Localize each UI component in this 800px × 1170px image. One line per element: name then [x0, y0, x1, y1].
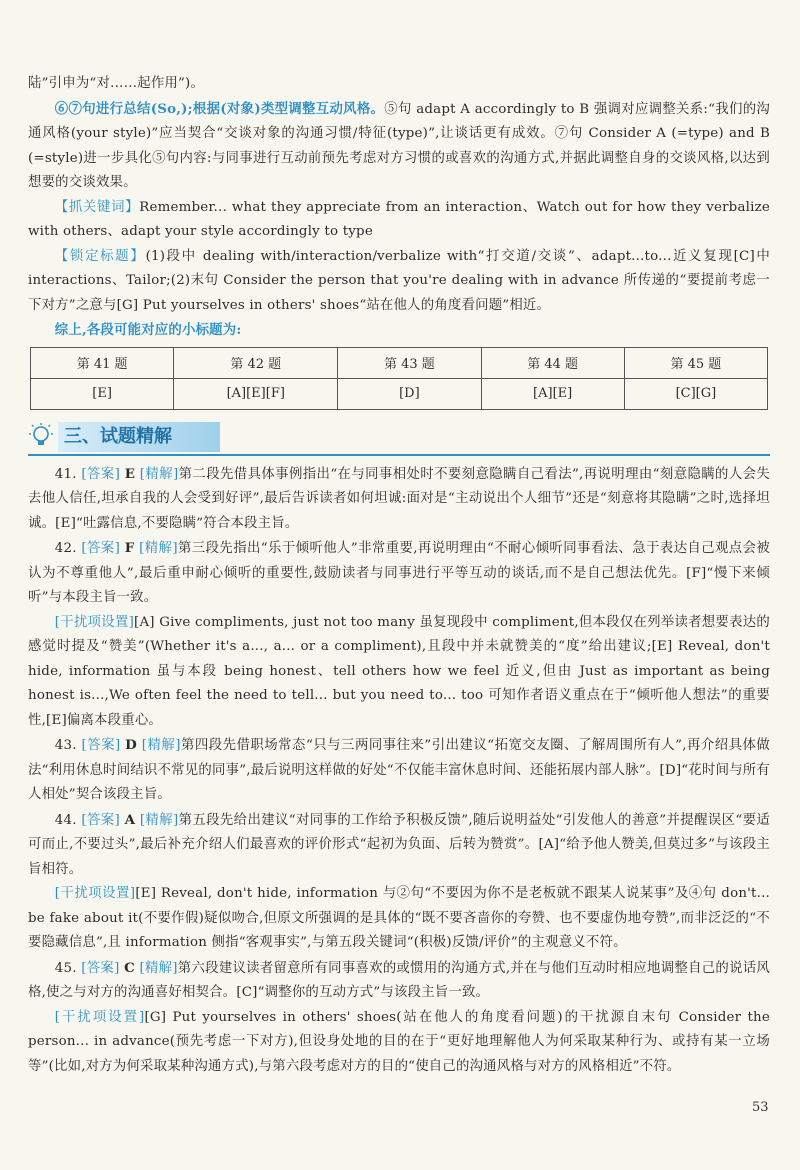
summary-header-cell: 第 43 题: [338, 347, 481, 378]
distractor-text: [E] Reveal, don't hide, information 与②句“不要因为你不是老板就不跟某人说某事”及④句 don't... be fake about it(不要作假)疑似吻合,但原文所强调的是具体的“既不要吝啬你的夸赞、也不要虚伪地夸赞”,而非泛泛的“不要隐藏信息”,且 information 侧指“客观事实”,与第五段关键词“(积极)反馈/评价”的主观意义不符。: [28, 886, 770, 950]
explain-label: [精解]: [141, 738, 181, 753]
summary-answer-cell: [E]: [31, 378, 174, 409]
answer-42: [28, 536, 770, 611]
distractor-text: [A] Give compliments, just not too many 虽复现段中 compliment,但本段仅在列举读者想要表达的感觉时提及“赞美”(Whether it's a..., a... or a compliment),且段中并未就赞美的“度”给出建议;[E] Reveal, don't hide, information 虽与本段 being honest、tell others how we feel 近义,但由 Just as important as being honest is...,We often feel the need to tell... but you need to... too 可知作者语义重点在于“倾听他人想法”的重要性,[E]偏离本段重心。: [28, 614, 770, 728]
summary-table-title: 综上,各段可能对应的小标题为:: [54, 322, 242, 338]
summary-answer-cell: [C][G]: [624, 378, 767, 409]
answer-letter: C: [124, 959, 135, 976]
intro-line-0: 陆”引申为“对……起作用”)。: [28, 76, 205, 91]
section-header: [28, 420, 770, 456]
answer-label: [答案]: [81, 541, 121, 556]
section-title: 三、试题精解: [58, 422, 220, 452]
summary-header-cell: 第 44 题: [481, 347, 624, 378]
explain-label: [精解]: [139, 812, 179, 828]
page-content: [28, 72, 770, 1079]
explain-text: 第三段先指出“乐于倾听他人”非常重要,再说明理由“不耐心倾听同事看法、急于表达自己观点会被认为不尊重他人”,最后重申耐心倾听的重要性,鼓励读者与同事进行平等互动的谈话,而不是自己想法优先。[F]“慢下来倾听”与本段主旨一致。: [28, 541, 771, 605]
summary-table-header-row: [31, 347, 768, 378]
question-number: 42.: [54, 541, 77, 556]
distractor-45: [28, 1006, 770, 1080]
explain-text: 第四段先借职场常态“只与三两同事往来”引出建议“拓宽交友圈、了解周围所有人”,再介绍具体做法“利用休息时间结识不常见的同事”,最后说明这样做的好处“不仅能丰富休息时间、还能拓展内部人脉”。[D]“花时间与所有人相处”契合该段主旨。: [28, 738, 770, 802]
keywords-text: Remember... what they appreciate from an interaction、Watch out for how they verbalize with others、adapt your style accordingly to type: [28, 199, 770, 239]
explain-label: [精解]: [139, 466, 179, 482]
question-number: 43.: [54, 738, 77, 753]
answer-label: [答案]: [81, 738, 121, 753]
question-number: 41.: [54, 466, 77, 482]
keywords-paragraph: [28, 196, 770, 245]
distractor-label: [干扰项设置]: [54, 1009, 145, 1025]
lock-title-label: 【锁定标题】: [54, 248, 146, 264]
lightbulb-icon: [28, 422, 54, 450]
answer-letter: E: [124, 465, 136, 482]
summary-header-cell: 第 42 题: [174, 347, 338, 378]
answer-41: [28, 462, 770, 537]
keywords-label: 【抓关键词】: [54, 199, 140, 215]
summary-header-cell: 第 41 题: [31, 347, 174, 378]
answer-45: [28, 956, 770, 1006]
answer-label: [答案]: [81, 960, 120, 976]
explain-label: [精解]: [139, 541, 178, 556]
summary-lead: ⑥⑦句进行总结(So,);根据(对象)类型调整互动风格。: [54, 100, 385, 117]
distractor-42: [28, 611, 770, 734]
answer-letter: A: [124, 811, 136, 828]
explain-text: 第二段先借具体事例指出“在与同事相处时不要刻意隐瞒自己看法”,再说明理由“刻意隐瞒的人会失去他人信任,坦承自我的人会受到好评”,最后告诉读者如何坦诚:面对是“主动说出个人细节”还是“刻意将其隐瞒”之时,选择坦诚。[E]“吐露信息,不要隐瞒”符合本段主旨。: [28, 466, 771, 531]
summary-rest: ⑤句 adapt A accordingly to B 强调对应调整关系:“我们的沟通风格(your style)”应当契合“交谈对象的沟通习惯/特征(type)”,让谈话更有成效。⑦句 Consider A (=type) and B (=style)进一步具化⑤句内容:与同事进行互动前预先考虑对方习惯的或喜欢的沟通方式,并据此调整自身的交谈风格,以达到想要的交谈效果。: [28, 101, 770, 190]
answer-label: [答案]: [81, 812, 120, 828]
summary-answer-cell: [D]: [338, 378, 481, 409]
question-number: 44.: [54, 812, 77, 828]
lock-title-paragraph: [28, 245, 770, 319]
distractor-label: [干扰项设置]: [54, 886, 136, 901]
explain-text: 第五段先给出建议“对同事的工作给予积极反馈”,随后说明益处“引发他人的善意”并提醒误区“要适可而止,不要过头”,最后补充介绍人们最喜欢的评价形式“起初为负面、后转为赞赏”。[A]“给予他人赞美,但莫过多”与该段主旨相符。: [28, 812, 770, 877]
distractor-44: [28, 882, 770, 956]
explain-text: 第六段建议读者留意所有同事喜欢的或惯用的沟通方式,并在与他们互动时相应地调整自己的说话风格,使之与对方的沟通喜好相契合。[C]“调整你的互动方式”与该段主旨一致。: [28, 960, 770, 1000]
question-number: 45.: [54, 960, 77, 976]
summary-header-cell: 第 45 题: [624, 347, 767, 378]
distractor-text: [G] Put yourselves in others' shoes(站在他人的角度看问题)的干扰源自末句 Consider the person... in advance(预先考虑一下对方),但设身处地的目的在于“更好地理解他人为何采取某种行为、或持有某一立场等”(比如,对方为何采取某种沟通方式),与第六段考虑对方的目的“使自己的沟通风格与对方的风格相近”不符。: [28, 1009, 771, 1074]
explain-label: [精解]: [139, 960, 178, 976]
distractor-label: [干扰项设置]: [54, 614, 135, 630]
summary-answer-cell: [A][E]: [481, 378, 624, 409]
summary-answer-cell: [A][E][F]: [174, 378, 338, 409]
page-number: 53: [752, 1100, 769, 1115]
summary-table-answer-row: [31, 378, 768, 409]
answer-letter: F: [124, 540, 135, 556]
summary-paragraph: [28, 97, 770, 196]
summary-table: [30, 347, 768, 410]
answer-letter: D: [125, 737, 137, 753]
answer-label: [答案]: [81, 466, 121, 482]
answer-43: [28, 733, 770, 808]
lock-title-text: (1)段中 dealing with/interaction/verbalize with“打交道/交谈”、adapt...to...近义复现[C]中 interactions、Tailor;(2)末句 Consider the person that you're dealing with in advance 所传递的“要提前考虑一下对方”之意与[G] Put yourselves in others' shoes“站在他人的角度看问题”相近。: [28, 248, 770, 313]
answer-44: [28, 808, 770, 883]
